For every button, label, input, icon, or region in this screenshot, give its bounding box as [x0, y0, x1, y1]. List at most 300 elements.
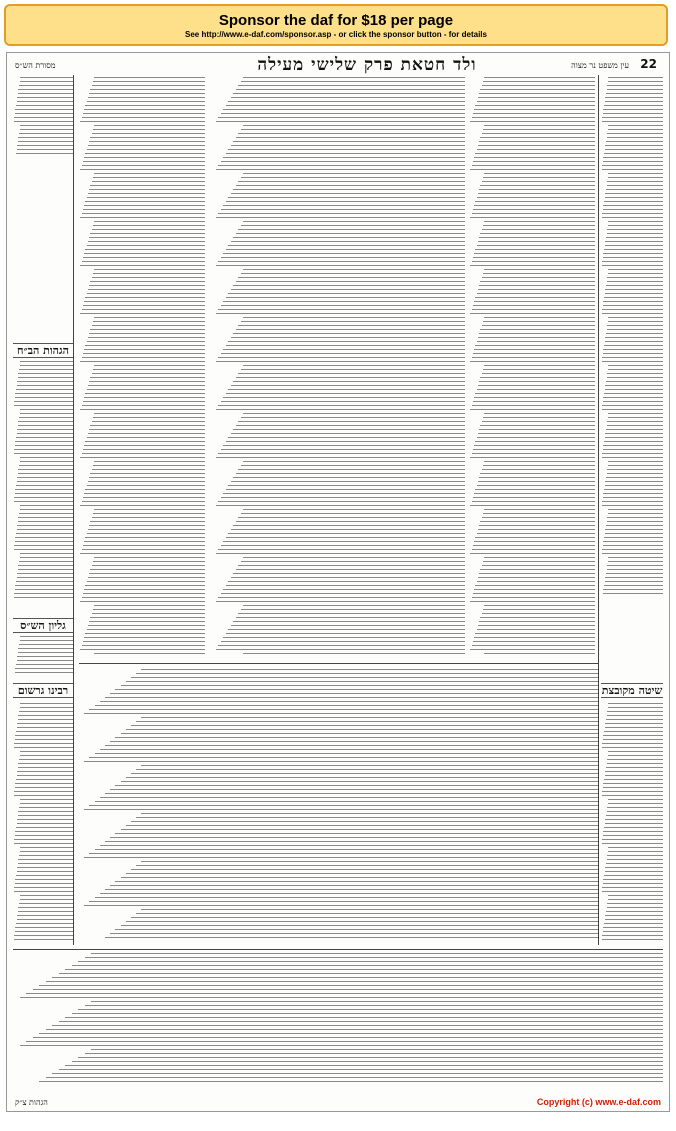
text-line: [241, 321, 465, 322]
text-line: [604, 489, 663, 490]
text-line: [15, 109, 73, 110]
text-line: [608, 557, 663, 558]
text-line: [603, 401, 663, 402]
text-line: [602, 843, 663, 844]
text-line: [223, 637, 465, 638]
text-line: [474, 589, 595, 590]
text-line: [605, 289, 663, 290]
text-line: [90, 281, 205, 282]
text-line: [477, 197, 595, 198]
text-line: [20, 895, 73, 896]
text-line: [20, 751, 73, 752]
text-line: [223, 445, 465, 446]
text-line: [46, 981, 664, 982]
sponsor-banner[interactable]: [4, 4, 668, 46]
text-line: [126, 681, 599, 682]
text-line: [221, 209, 465, 210]
text-line: [474, 157, 595, 158]
text-line: [470, 409, 595, 410]
text-line: [480, 281, 595, 282]
text-line: [87, 197, 205, 198]
text-line: [475, 345, 595, 346]
text-line: [478, 97, 595, 98]
text-line: [238, 421, 465, 422]
text-line: [473, 449, 595, 450]
text-line: [243, 509, 465, 510]
text-line: [131, 821, 599, 822]
text-line: [78, 961, 663, 962]
text-line: [470, 505, 595, 506]
text-line: [85, 297, 205, 298]
text-line: [95, 705, 599, 706]
text-line: [17, 867, 73, 868]
text-line: [606, 93, 663, 94]
text-line: [17, 381, 73, 382]
text-line: [608, 321, 663, 322]
text-line: [470, 313, 595, 314]
text-line: [89, 381, 205, 382]
text-line: [93, 417, 205, 418]
footer-rule: [13, 949, 663, 950]
text-line: [131, 869, 599, 870]
text-line: [17, 477, 73, 478]
text-line: [231, 337, 465, 338]
text-line: [94, 77, 205, 78]
text-line: [221, 401, 465, 402]
masoret-hashas-label: מסורת הש״ס: [15, 61, 56, 70]
text-line: [477, 629, 595, 630]
text-line: [218, 165, 465, 166]
text-line: [472, 357, 595, 358]
text-line: [608, 751, 663, 752]
text-line: [472, 453, 595, 454]
text-line: [83, 113, 205, 114]
text-line: [226, 489, 465, 490]
text-line: [478, 529, 595, 530]
text-line: [89, 141, 205, 142]
text-line: [603, 449, 663, 450]
text-line: [477, 389, 595, 390]
text-line: [236, 185, 465, 186]
text-line: [18, 652, 73, 653]
text-line: [83, 545, 205, 546]
text-line: [20, 557, 73, 558]
text-line: [608, 81, 663, 82]
text-line: [482, 469, 595, 470]
text-line: [80, 169, 205, 170]
text-line: [88, 433, 205, 434]
sponsor-subtitle[interactable]: See http://www.e-daf.com/sponsor.asp - or click the sponsor button - for details: [185, 30, 487, 39]
text-line: [18, 517, 73, 518]
text-line: [602, 839, 663, 840]
text-line: [59, 1069, 664, 1070]
text-line: [607, 473, 663, 474]
text-line: [78, 1057, 663, 1058]
text-line: [83, 209, 205, 210]
text-line: [115, 785, 599, 786]
text-line: [241, 81, 465, 82]
text-line: [17, 101, 73, 102]
text-line: [226, 249, 465, 250]
text-line: [233, 573, 465, 574]
hagahot-habach-column: [13, 361, 73, 611]
text-line: [17, 529, 73, 530]
text-line: [95, 801, 599, 802]
text-line: [65, 969, 663, 970]
text-line: [20, 1045, 664, 1046]
text-line: [473, 497, 595, 498]
text-line: [603, 445, 663, 446]
text-line: [92, 421, 205, 422]
text-line: [607, 425, 663, 426]
text-line: [84, 809, 599, 810]
text-line: [19, 855, 73, 856]
text-line: [92, 277, 205, 278]
text-line: [15, 783, 73, 784]
text-line: [19, 85, 73, 86]
text-line: [85, 345, 205, 346]
text-line: [236, 233, 465, 234]
text-line: [92, 613, 205, 614]
text-line: [20, 636, 73, 637]
text-line: [602, 457, 663, 458]
text-line: [605, 149, 663, 150]
text-line: [484, 653, 595, 654]
text-line: [602, 795, 663, 796]
text-line: [607, 565, 663, 566]
text-line: [605, 145, 663, 146]
text-line: [243, 461, 465, 462]
text-line: [478, 145, 595, 146]
text-line: [603, 541, 663, 542]
text-line: [93, 129, 205, 130]
text-line: [17, 656, 73, 657]
text-line: [121, 829, 599, 830]
text-line: [216, 361, 465, 362]
text-line: [15, 835, 73, 836]
text-line: [478, 241, 595, 242]
text-line: [20, 361, 73, 362]
text-line: [606, 333, 663, 334]
gemara-text: [213, 77, 465, 657]
text-line: [80, 217, 205, 218]
text-line: [100, 749, 599, 750]
text-line: [603, 301, 663, 302]
text-line: [93, 513, 205, 514]
text-line: [85, 153, 205, 154]
text-line: [90, 89, 205, 90]
text-line: [231, 289, 465, 290]
text-line: [216, 505, 465, 506]
text-line: [607, 421, 663, 422]
text-line: [480, 89, 595, 90]
text-line: [607, 715, 663, 716]
text-line: [90, 473, 205, 474]
text-line: [39, 985, 663, 986]
text-line: [84, 157, 205, 158]
text-line: [92, 229, 205, 230]
rabbeinu-gershom-column: [13, 703, 73, 943]
copyright-notice[interactable]: Copyright (c) www.e-daf.com: [536, 1097, 661, 1107]
text-line: [236, 281, 465, 282]
text-line: [241, 513, 465, 514]
text-line: [131, 725, 599, 726]
text-line: [484, 221, 595, 222]
text-line: [484, 125, 595, 126]
text-line: [94, 125, 205, 126]
text-line: [605, 97, 663, 98]
text-line: [608, 851, 663, 852]
text-line: [480, 473, 595, 474]
text-line: [474, 301, 595, 302]
text-line: [477, 101, 595, 102]
text-line: [605, 577, 663, 578]
text-line: [19, 465, 73, 466]
text-line: [470, 361, 595, 362]
text-line: [15, 672, 73, 673]
text-line: [88, 385, 205, 386]
text-line: [603, 735, 663, 736]
text-line: [473, 209, 595, 210]
text-line: [483, 177, 595, 178]
text-line: [480, 233, 595, 234]
text-line: [608, 173, 663, 174]
text-line: [131, 677, 599, 678]
text-line: [602, 505, 663, 506]
shita-mekubetzet-column: [601, 703, 663, 943]
text-line: [82, 549, 205, 550]
text-line: [14, 453, 73, 454]
text-line: [18, 137, 73, 138]
text-line: [605, 101, 663, 102]
text-line: [115, 689, 599, 690]
text-line: [17, 660, 73, 661]
text-line: [238, 325, 465, 326]
text-line: [223, 205, 465, 206]
text-line: [15, 883, 73, 884]
section-rule: [79, 663, 599, 664]
text-line: [603, 831, 663, 832]
text-line: [17, 385, 73, 386]
text-line: [20, 553, 73, 554]
text-line: [474, 349, 595, 350]
text-line: [243, 221, 465, 222]
text-line: [72, 1013, 664, 1014]
text-line: [115, 833, 599, 834]
text-line: [603, 497, 663, 498]
text-line: [606, 767, 663, 768]
text-line: [82, 645, 205, 646]
sponsor-title[interactable]: Sponsor the daf for $18 per page: [218, 12, 454, 29]
text-line: [236, 137, 465, 138]
text-line: [228, 437, 465, 438]
text-line: [236, 569, 465, 570]
text-line: [482, 565, 595, 566]
text-line: [608, 369, 663, 370]
text-line: [602, 887, 663, 888]
text-line: [226, 441, 465, 442]
text-line: [605, 823, 663, 824]
text-line: [126, 873, 599, 874]
text-line: [17, 97, 73, 98]
text-line: [484, 173, 595, 174]
text-line: [226, 105, 465, 106]
text-line: [90, 377, 205, 378]
text-line: [223, 541, 465, 542]
text-line: [233, 141, 465, 142]
text-line: [87, 149, 205, 150]
text-line: [136, 673, 599, 674]
text-line: [603, 305, 663, 306]
text-line: [474, 397, 595, 398]
text-line: [484, 77, 595, 78]
text-line: [608, 125, 663, 126]
text-line: [17, 577, 73, 578]
text-line: [607, 907, 663, 908]
text-line: [52, 1025, 663, 1026]
text-line: [238, 85, 465, 86]
text-line: [88, 625, 205, 626]
text-line: [85, 441, 205, 442]
text-line: [221, 305, 465, 306]
text-line: [90, 185, 205, 186]
text-line: [216, 313, 465, 314]
text-line: [474, 109, 595, 110]
text-line: [80, 265, 205, 266]
text-line: [17, 727, 73, 728]
text-line: [72, 965, 664, 966]
text-line: [608, 899, 663, 900]
text-line: [478, 625, 595, 626]
text-line: [226, 585, 465, 586]
text-line: [136, 817, 599, 818]
text-line: [470, 217, 595, 218]
text-line: [607, 325, 663, 326]
text-line: [608, 703, 663, 704]
text-line: [605, 485, 663, 486]
text-line: [89, 853, 599, 854]
text-line: [603, 353, 663, 354]
text-line: [226, 345, 465, 346]
text-line: [94, 317, 205, 318]
text-line: [15, 493, 73, 494]
text-line: [603, 161, 663, 162]
text-line: [605, 241, 663, 242]
text-line: [241, 561, 465, 562]
text-line: [602, 935, 663, 936]
text-line: [605, 389, 663, 390]
text-line: [18, 648, 73, 649]
text-line: [83, 593, 205, 594]
text-line: [602, 743, 663, 744]
text-line: [231, 625, 465, 626]
text-line: [606, 285, 663, 286]
text-line: [19, 369, 73, 370]
text-line: [33, 989, 664, 990]
text-line: [483, 417, 595, 418]
text-line: [238, 469, 465, 470]
text-line: [238, 613, 465, 614]
text-line: [85, 537, 205, 538]
text-line: [121, 781, 599, 782]
text-line: [602, 309, 663, 310]
text-line: [218, 213, 465, 214]
text-line: [475, 393, 595, 394]
text-line: [602, 217, 663, 218]
text-line: [607, 85, 663, 86]
text-line: [238, 229, 465, 230]
text-line: [89, 621, 205, 622]
text-line: [241, 273, 465, 274]
text-line: [221, 497, 465, 498]
text-line: [605, 433, 663, 434]
text-line: [18, 767, 73, 768]
text-line: [83, 257, 205, 258]
text-line: [603, 783, 663, 784]
text-line: [479, 285, 595, 286]
text-line: [608, 513, 663, 514]
text-line: [607, 89, 663, 90]
text-line: [141, 717, 599, 718]
text-line: [473, 305, 595, 306]
text-line: [228, 293, 465, 294]
text-line: [18, 911, 73, 912]
text-line: [475, 297, 595, 298]
text-line: [608, 273, 663, 274]
text-line: [607, 763, 663, 764]
text-line: [221, 113, 465, 114]
text-line: [477, 341, 595, 342]
text-line: [121, 877, 599, 878]
text-line: [228, 149, 465, 150]
text-line: [93, 369, 205, 370]
text-line: [17, 429, 73, 430]
text-line: [608, 561, 663, 562]
text-line: [602, 409, 663, 410]
text-line: [603, 209, 663, 210]
text-line: [236, 521, 465, 522]
text-line: [607, 469, 663, 470]
text-line: [92, 325, 205, 326]
text-line: [16, 581, 73, 582]
text-line: [82, 501, 205, 502]
text-line: [18, 425, 73, 426]
text-line: [477, 485, 595, 486]
text-line: [608, 895, 663, 896]
hagahot-habach-heading: הגהות הב״ח: [13, 343, 73, 358]
text-line: [608, 707, 663, 708]
text-line: [473, 593, 595, 594]
text-line: [605, 915, 663, 916]
text-line: [218, 117, 465, 118]
text-line: [605, 775, 663, 776]
text-line: [100, 701, 599, 702]
text-line: [19, 561, 73, 562]
text-line: [15, 787, 73, 788]
text-line: [218, 309, 465, 310]
text-line: [20, 129, 73, 130]
text-line: [20, 803, 73, 804]
text-line: [15, 931, 73, 932]
text-line: [141, 861, 599, 862]
text-line: [141, 669, 599, 670]
text-line: [608, 465, 663, 466]
text-line: [82, 261, 205, 262]
text-line: [483, 273, 595, 274]
text-line: [93, 321, 205, 322]
text-line: [483, 561, 595, 562]
text-line: [221, 449, 465, 450]
